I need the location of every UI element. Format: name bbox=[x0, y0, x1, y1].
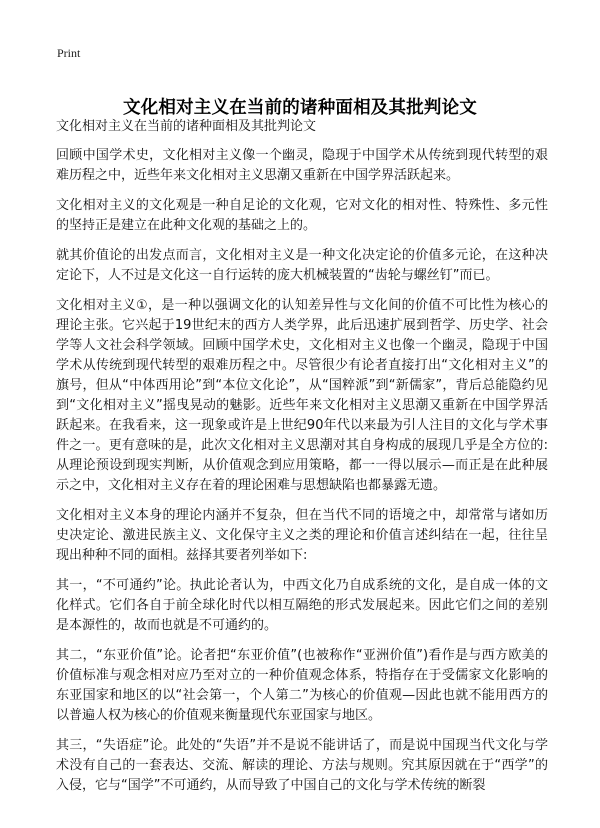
article-subtitle: 文化相对主义在当前的诸种面相及其批判论文 bbox=[56, 119, 317, 134]
paragraph: 其一，“不可通约”论。执此论者认为，中西文化乃自成系统的文化，是自成一体的文化样式。它们各自于前全球化时代以相互隔绝的形式发展起来。因此它们之间的差别是本源性的，故而也就是不可通约的。 bbox=[56, 578, 548, 633]
paragraph: 文化相对主义的文化观是一种自足论的文化观，它对文化的相对性、特殊性、多元性的坚持正是建立在此种文化观的基础之上的。 bbox=[56, 198, 548, 233]
paragraph: 回顾中国学术史，文化相对主义像一个幽灵，隐现于中国学术从传统到现代转型的艰难历程之中，近些年来文化相对主义思潮又重新在中国学界活跃起来。 bbox=[56, 148, 548, 183]
paragraph: 其三，“失语症”论。此处的“失语”并不是说不能讲话了，而是说中国现当代文化与学术没有自己的一套表达、交流、解读的理论、方法与规则。究其原因就在于“西学”的入侵，它与“国学”不可通约，从而导致了中国自己的文化与学术传统的断裂 bbox=[56, 738, 548, 793]
paragraph: 文化相对主义①，是一种以强调文化的认知差异性与文化间的价值不可比性为核心的理论主张。它兴起于19世纪末的西方人类学界，此后迅速扩展到哲学、历史学、社会学等人文社会科学领域。回顾中国学术史，文化相对主义也像一个幽灵，隐现于中国学术从传统到现代转型的艰难历程之中。尽管很少有论者直接打出“文化相对主义”的旗号，但从“中体西用论”到“本位文化论”，从“国粹派”到“新儒家”，背后总能隐约见到“文化相对主义”摇曳晃动的魅影。近些年来文化相对主义思潮又重新在中国学界活跃起来。在我看来，这一现象或许是上世纪90年代以来最为引人注目的文化与学术事件之一。更有意味的是，此次文化相对主义思潮对其自身构成的展现几乎是全方位的:从理论预设到现实判断，从价值观念到应用策略，都一一得以展示—而正是在此种展示之中，文化相对主义存在着的理论困难与思想缺陷也都暴露无遗。 bbox=[56, 298, 548, 493]
paragraph: 就其价值论的出发点而言，文化相对主义是一种文化决定论的价值多元论，在这种决定论下，人不过是文化这一自行运转的庞大机械装置的“齿轮与螺丝钉”而已。 bbox=[56, 248, 548, 283]
article-body bbox=[56, 117, 548, 806]
print-link[interactable]: Print bbox=[57, 46, 81, 60]
paragraph: 文化相对主义本身的理论内涵并不复杂，但在当代不同的语境之中，却常常与诸如历史决定论、激进民族主义、文化保守主义之类的理论和价值言述纠结在一起，往往呈现出种种不同的面相。兹择其要者列举如下: bbox=[56, 508, 548, 563]
page-title: 文化相对主义在当前的诸种面相及其批判论文 bbox=[123, 97, 477, 118]
paragraph: 其二，“东亚价值”论。论者把“东亚价值”(也被称作“亚洲价值”)看作是与西方欧美的价值标准与观念相对应乃至对立的一种价值观念体系，特指存在于受儒家文化影响的东亚国家和地区的以“社会第一，个人第二”为核心的价值观—因此也就不能用西方的以普遍人权为核心的价值观来衡量现代东亚国家与地区。 bbox=[56, 648, 548, 723]
